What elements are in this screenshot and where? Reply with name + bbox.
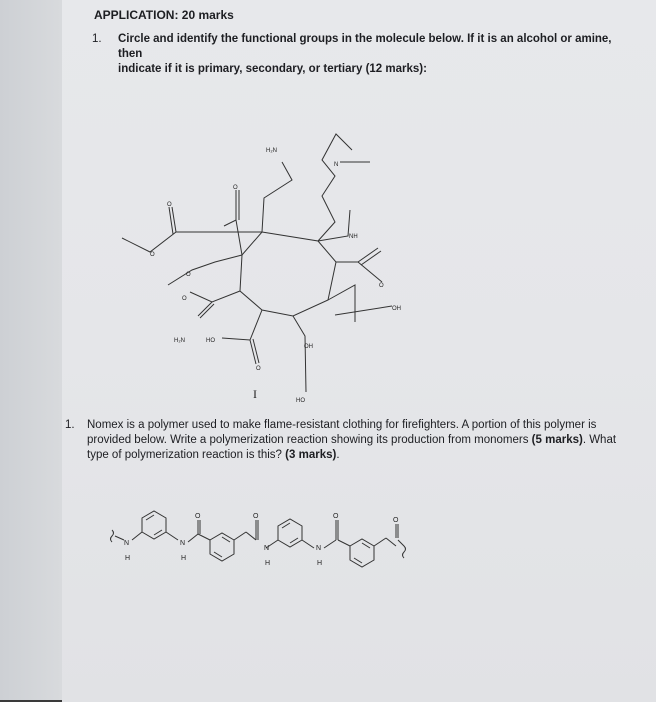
polymer-o-1: O <box>195 513 201 520</box>
squiggle-right <box>398 540 406 558</box>
polymer-labels <box>124 513 399 567</box>
question-1-number: 1. <box>92 33 102 45</box>
label-o-left-ester: O <box>182 296 187 302</box>
molecule-roman-label: I <box>253 387 257 401</box>
question-2-line-3-text: type of polymerization reaction is this? <box>87 449 282 461</box>
question-2-line-2-text: provided below. Write a polymerization reaction showing its production from monomers <box>87 434 529 446</box>
label-ho-left: HO <box>206 338 215 344</box>
polymer-o-4: O <box>393 517 399 524</box>
label-nh: NH <box>349 234 358 240</box>
question-2-line-3-end: . <box>336 449 340 461</box>
label-o-bottom: O <box>256 366 261 372</box>
polymer-h-2: H <box>181 555 187 562</box>
polymer-h-4: H <box>317 560 323 567</box>
label-oh-right: OH <box>392 306 401 312</box>
label-oh-bottom: OH <box>304 344 313 350</box>
label-h2n-left: H₂N <box>174 338 185 344</box>
question-2-marks-2: (3 marks) <box>285 449 337 461</box>
question-2-line-1: Nomex is a polymer used to make flame-resistant clothing for firefighters. A portion of this polymer is <box>87 419 597 431</box>
polymer-o-2: O <box>253 513 259 520</box>
label-o-ketone: O <box>379 283 384 289</box>
label-ho-bottom: HO <box>296 398 305 404</box>
polymer-o-3: O <box>333 513 339 520</box>
question-1-line-2-text: indicate if it is primary, secondary, or tertiary <box>118 63 363 75</box>
polymer-n-1: N <box>124 540 130 547</box>
polymer-n-2: N <box>180 540 186 547</box>
label-o-ketone-left: O <box>233 185 238 191</box>
section-title: APPLICATION: 20 marks <box>94 8 234 22</box>
squiggle-left <box>111 530 114 542</box>
label-n-methyl: N <box>334 162 339 168</box>
label-h2n-top: H₂N <box>266 148 277 154</box>
question-2-line-2-end: . What <box>582 434 617 446</box>
question-1-marks: (12 marks): <box>365 63 427 75</box>
polymer-n-3: N <box>264 545 270 552</box>
label-o-ester: O <box>150 252 155 258</box>
question-2-marks-1: (5 marks) <box>531 434 583 446</box>
label-o-ether: O <box>186 272 191 278</box>
label-o-ester-carbonyl: O <box>167 202 172 208</box>
question-2-number: 1. <box>65 419 75 431</box>
polymer-n-4: N <box>316 545 322 552</box>
polymer-h-1: H <box>125 555 131 562</box>
polymer-h-3: H <box>265 560 271 567</box>
question-1-line-1: Circle and identify the functional groups in the molecule below. If it is an alcohol or amine, then <box>118 33 612 60</box>
